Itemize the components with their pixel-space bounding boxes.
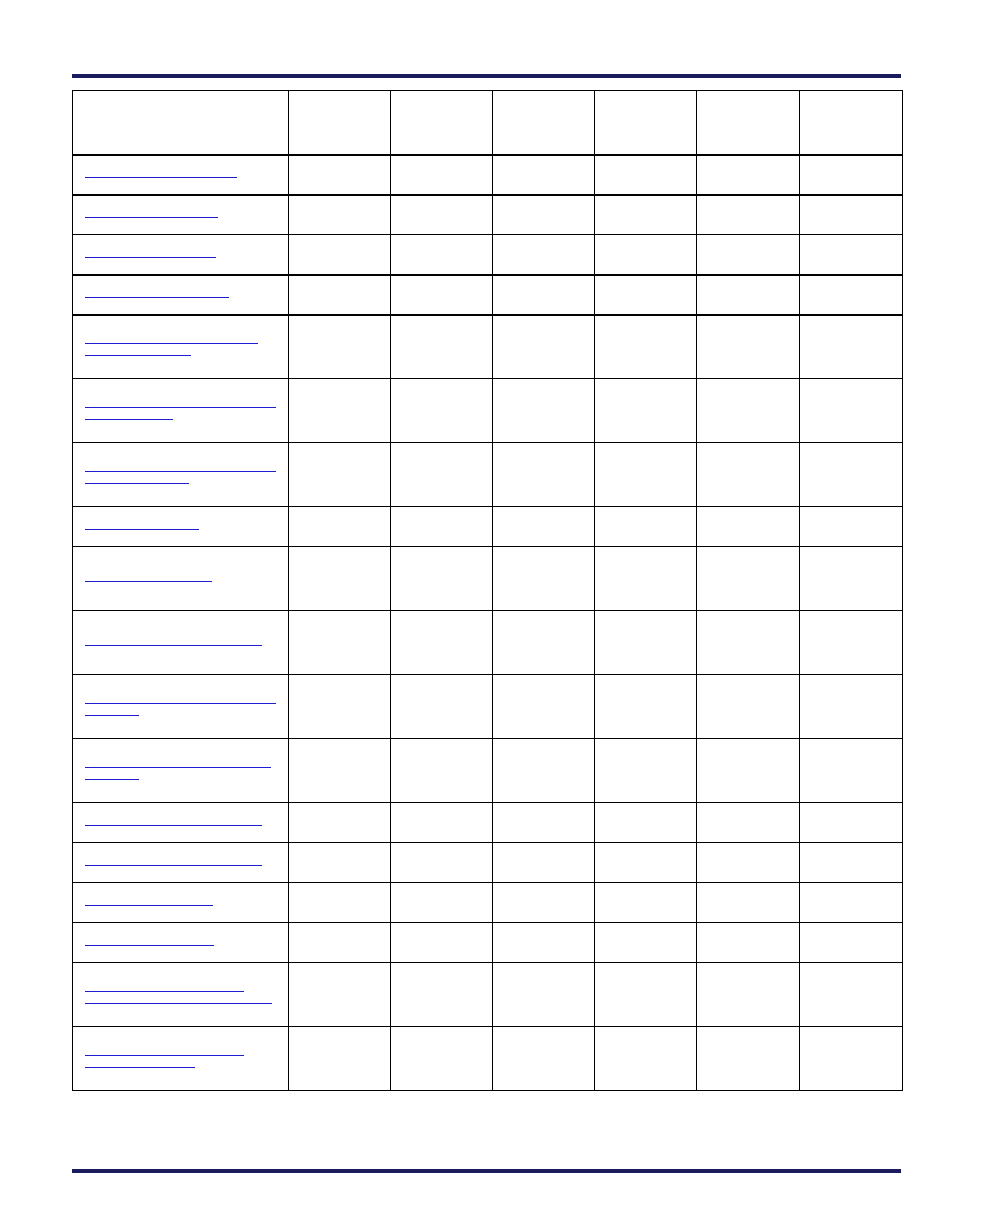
link-underline[interactable] <box>85 645 262 646</box>
header-cell <box>800 91 903 155</box>
link-underline[interactable] <box>85 471 276 472</box>
table-cell <box>493 443 595 507</box>
table-cell <box>391 235 493 275</box>
table-cell <box>391 1027 493 1091</box>
table-row <box>73 611 903 675</box>
table-cell <box>289 507 391 547</box>
link-underline[interactable] <box>85 529 199 530</box>
table-row <box>73 379 903 443</box>
table-cell <box>800 315 903 379</box>
table-cell <box>391 275 493 315</box>
link-underline[interactable] <box>85 217 218 218</box>
header-cell <box>697 91 800 155</box>
table-cell <box>595 1027 697 1091</box>
link-underline[interactable] <box>85 483 189 484</box>
table-cell <box>391 315 493 379</box>
table-row <box>73 843 903 883</box>
link-cell <box>73 611 289 675</box>
table-cell <box>595 235 697 275</box>
link-cell <box>73 155 289 195</box>
table-row <box>73 547 903 611</box>
table-cell <box>595 739 697 803</box>
table-cell <box>697 547 800 611</box>
table-cell <box>595 547 697 611</box>
table-cell <box>697 1027 800 1091</box>
link-underline[interactable] <box>85 343 258 344</box>
table-cell <box>391 547 493 611</box>
table-cell <box>697 611 800 675</box>
table-row <box>73 923 903 963</box>
table-cell <box>493 611 595 675</box>
table-cell <box>595 507 697 547</box>
table-cell <box>800 547 903 611</box>
table-cell <box>289 315 391 379</box>
table-cell <box>595 803 697 843</box>
table-cell <box>289 275 391 315</box>
table-cell <box>800 923 903 963</box>
link-underline[interactable] <box>85 257 216 258</box>
table-cell <box>493 843 595 883</box>
table-cell <box>800 507 903 547</box>
table-cell <box>391 803 493 843</box>
table-cell <box>595 275 697 315</box>
table-cell <box>697 315 800 379</box>
header-cell <box>73 91 289 155</box>
table-cell <box>595 963 697 1027</box>
link-underline[interactable] <box>85 419 173 420</box>
table-row <box>73 443 903 507</box>
table-cell <box>595 843 697 883</box>
link-cell <box>73 883 289 923</box>
link-underline[interactable] <box>85 945 214 946</box>
link-underline[interactable] <box>85 1055 244 1056</box>
table-cell <box>493 1027 595 1091</box>
link-cell <box>73 507 289 547</box>
table-cell <box>697 235 800 275</box>
table-cell <box>800 843 903 883</box>
table-row <box>73 235 903 275</box>
link-cell <box>73 235 289 275</box>
table-cell <box>697 963 800 1027</box>
link-underline[interactable] <box>85 407 276 408</box>
table-cell <box>289 803 391 843</box>
table-cell <box>595 195 697 235</box>
table-cell <box>800 155 903 195</box>
link-underline[interactable] <box>85 581 212 582</box>
link-cell <box>73 195 289 235</box>
link-cell <box>73 547 289 611</box>
link-underline[interactable] <box>85 779 139 780</box>
header-cell <box>595 91 697 155</box>
table-cell <box>289 963 391 1027</box>
table-cell <box>800 739 903 803</box>
footer-rule <box>72 1169 901 1173</box>
link-cell <box>73 275 289 315</box>
link-underline[interactable] <box>85 1067 195 1068</box>
table-row <box>73 195 903 235</box>
table-cell <box>493 195 595 235</box>
table-cell <box>391 611 493 675</box>
table-cell <box>289 739 391 803</box>
table-cell <box>391 675 493 739</box>
table-cell <box>493 547 595 611</box>
table-cell <box>391 883 493 923</box>
table-cell <box>391 507 493 547</box>
header-cell <box>391 91 493 155</box>
table-cell <box>697 923 800 963</box>
link-cell <box>73 315 289 379</box>
table-cell <box>289 443 391 507</box>
table-cell <box>493 963 595 1027</box>
header-cell <box>493 91 595 155</box>
table-cell <box>391 195 493 235</box>
link-underline[interactable] <box>85 865 262 866</box>
link-underline[interactable] <box>85 905 213 906</box>
header-rule <box>72 74 901 78</box>
table-cell <box>800 675 903 739</box>
table-cell <box>800 195 903 235</box>
link-cell <box>73 963 289 1027</box>
table-row <box>73 675 903 739</box>
table-cell <box>391 923 493 963</box>
link-underline[interactable] <box>85 177 237 178</box>
table-cell <box>289 379 391 443</box>
table-row <box>73 155 903 195</box>
table-row <box>73 963 903 1027</box>
header-row <box>73 91 903 155</box>
table-cell <box>697 507 800 547</box>
table-cell <box>493 379 595 443</box>
table-row <box>73 315 903 379</box>
table-cell <box>289 843 391 883</box>
table-cell <box>493 155 595 195</box>
table-cell <box>391 379 493 443</box>
link-underline[interactable] <box>85 355 191 356</box>
table-cell <box>800 883 903 923</box>
table-row <box>73 275 903 315</box>
table-cell <box>800 963 903 1027</box>
link-underline[interactable] <box>85 715 139 716</box>
table-cell <box>697 675 800 739</box>
link-underline[interactable] <box>85 297 229 298</box>
table-cell <box>391 443 493 507</box>
link-cell <box>73 675 289 739</box>
table-cell <box>595 883 697 923</box>
table-cell <box>595 443 697 507</box>
table-row <box>73 1027 903 1091</box>
table-row <box>73 883 903 923</box>
table-cell <box>493 315 595 379</box>
table-cell <box>595 923 697 963</box>
link-cell <box>73 803 289 843</box>
table-cell <box>697 155 800 195</box>
link-underline[interactable] <box>85 1003 272 1004</box>
table-cell <box>289 547 391 611</box>
link-cell <box>73 923 289 963</box>
table-cell <box>289 883 391 923</box>
link-cell <box>73 443 289 507</box>
table-cell <box>697 883 800 923</box>
table-cell <box>697 843 800 883</box>
table-cell <box>800 275 903 315</box>
link-cell <box>73 843 289 883</box>
table-cell <box>391 155 493 195</box>
table-cell <box>595 675 697 739</box>
table-cell <box>493 507 595 547</box>
table-cell <box>493 883 595 923</box>
table-cell <box>289 923 391 963</box>
table-cell <box>493 235 595 275</box>
table-cell <box>800 803 903 843</box>
table-cell <box>289 155 391 195</box>
header-cell <box>289 91 391 155</box>
table-row <box>73 507 903 547</box>
table-row <box>73 739 903 803</box>
table-cell <box>595 379 697 443</box>
link-cell <box>73 739 289 803</box>
table-cell <box>289 675 391 739</box>
table-row <box>73 803 903 843</box>
table-cell <box>391 963 493 1027</box>
table-cell <box>800 443 903 507</box>
table-cell <box>697 443 800 507</box>
table-cell <box>595 611 697 675</box>
table-cell <box>493 675 595 739</box>
table-cell <box>391 843 493 883</box>
table-cell <box>800 379 903 443</box>
table-cell <box>493 275 595 315</box>
table-cell <box>289 1027 391 1091</box>
table-cell <box>391 739 493 803</box>
link-underline[interactable] <box>85 825 262 826</box>
table-cell <box>493 803 595 843</box>
link-underline[interactable] <box>85 991 244 992</box>
table-cell <box>493 739 595 803</box>
link-cell <box>73 1027 289 1091</box>
table-cell <box>800 235 903 275</box>
table-cell <box>289 235 391 275</box>
table-cell <box>493 923 595 963</box>
table-cell <box>289 195 391 235</box>
link-cell <box>73 379 289 443</box>
table-cell <box>595 155 697 195</box>
content-table <box>72 90 903 1091</box>
table-cell <box>697 379 800 443</box>
table-cell <box>289 611 391 675</box>
link-underline[interactable] <box>85 767 271 768</box>
table-cell <box>800 611 903 675</box>
table-cell <box>800 1027 903 1091</box>
link-underline[interactable] <box>85 703 276 704</box>
table-cell <box>697 803 800 843</box>
table-cell <box>697 275 800 315</box>
table-cell <box>697 739 800 803</box>
table-cell <box>697 195 800 235</box>
table-cell <box>595 315 697 379</box>
